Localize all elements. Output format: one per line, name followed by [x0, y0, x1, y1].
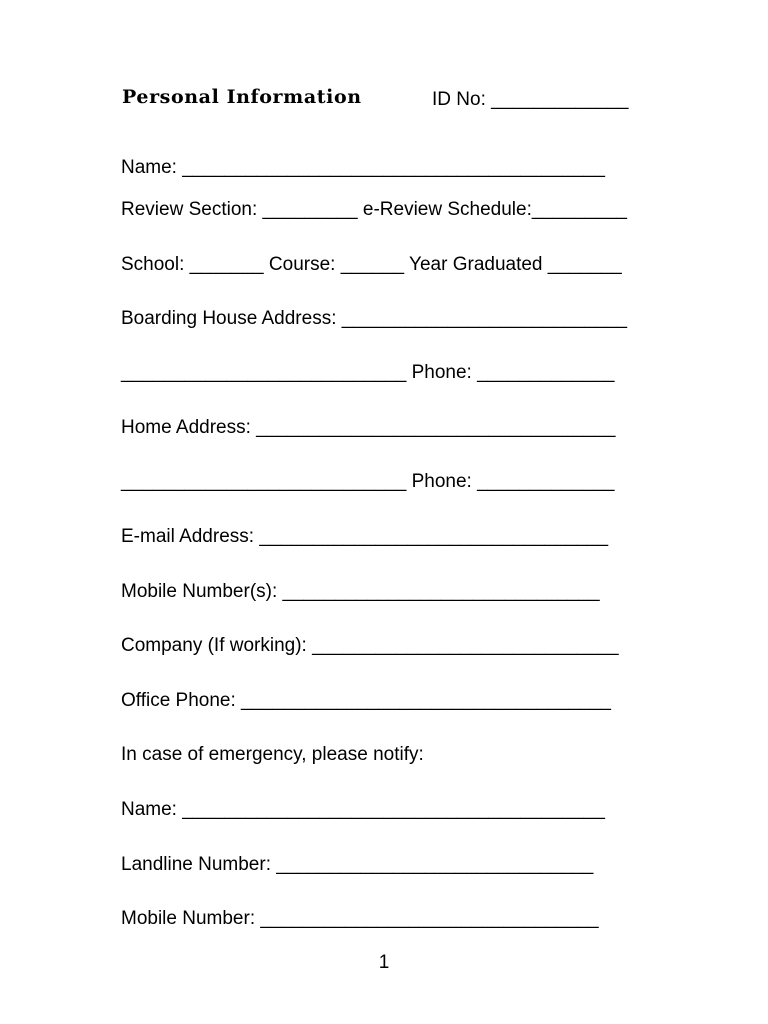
- page-number: 1: [378, 952, 390, 973]
- review-section-field: Review Section: _________ e-Review Schedule:_________: [121, 199, 627, 220]
- emergency-landline-field: Landline Number: ______________________________: [121, 854, 594, 875]
- office-phone-field: Office Phone: ___________________________________: [121, 690, 611, 711]
- home-phone-field: ___________________________ Phone: _____________: [121, 471, 615, 492]
- emergency-heading: In case of emergency, please notify:: [121, 744, 424, 765]
- mobile-numbers-field: Mobile Number(s): ______________________________: [121, 581, 600, 602]
- boarding-house-address-field: Boarding House Address: ___________________________: [121, 308, 628, 329]
- emergency-mobile-field: Mobile Number: ________________________________: [121, 908, 599, 929]
- email-address-field: E-mail Address: _________________________________: [121, 526, 609, 547]
- name-field: Name: ________________________________________: [121, 157, 605, 178]
- home-address-field: Home Address: __________________________________: [121, 417, 616, 438]
- school-course-year-field: School: _______ Course: ______ Year Graduated _______: [121, 254, 622, 275]
- emergency-name-field: Name: ________________________________________: [121, 799, 605, 820]
- form-title: Personal Information: [122, 86, 362, 108]
- form-header: [122, 84, 662, 116]
- id-number-field: ID No: _____________: [432, 89, 629, 110]
- boarding-house-phone-field: ___________________________ Phone: _____________: [121, 362, 615, 383]
- company-field: Company (If working): _____________________________: [121, 635, 619, 656]
